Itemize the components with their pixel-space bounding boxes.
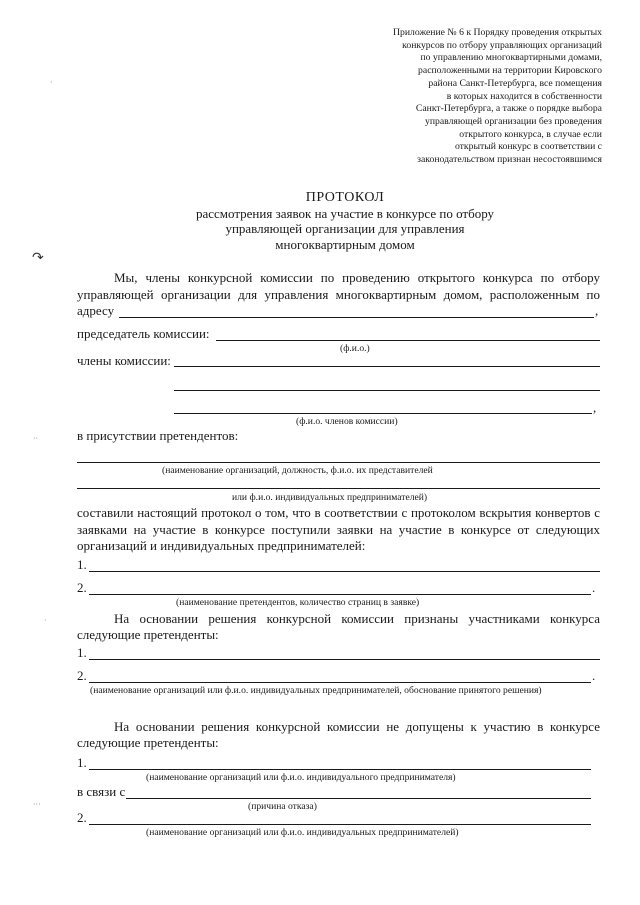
list-number: 1.: [77, 557, 87, 572]
compiled-line: составили настоящий протокол о том, что в соответствии с протоколом вскрытия конвертов с: [77, 505, 600, 520]
members-label: члены комиссии:: [77, 353, 171, 368]
page-title: ПРОТОКОЛ: [305, 190, 385, 205]
presence-label: в присутствии претендентов:: [77, 428, 239, 443]
appendix-note: [330, 27, 602, 167]
address-comma: ,: [595, 303, 599, 318]
document-title: [150, 190, 540, 252]
scan-mark-icon: ↷: [32, 250, 44, 266]
list-number: 1.: [77, 755, 87, 770]
address-field[interactable]: [119, 317, 594, 318]
compiled-line: организаций и индивидуальных предпринимателей:: [77, 538, 366, 553]
intro-line: Мы, члены конкурсной комиссии по проведению открытого конкурса по отбору: [114, 270, 600, 285]
members-field-1[interactable]: [174, 366, 600, 367]
reason-field[interactable]: [126, 798, 591, 799]
presence-hint: или ф.и.о. индивидуальных предпринимателей): [232, 492, 428, 503]
rejected-hint: (наименование организаций или ф.и.о. индивидуальных предпринимателей): [146, 827, 459, 838]
chairman-hint: (ф.и.о.): [340, 343, 370, 354]
appendix-line: открытый конкурс в соответствии с: [454, 141, 602, 153]
rejected-line: На основании решения конкурсной комиссии не допущены к участию в конкурсе: [114, 719, 600, 734]
admitted-field-1[interactable]: [89, 659, 600, 660]
admitted-line: На основании решения конкурсной комиссии признаны участниками конкурса: [114, 611, 600, 626]
admitted-field-2[interactable]: [89, 682, 591, 683]
address-label: адресу: [77, 303, 115, 318]
appendix-line: Приложение № 6 к Порядку проведения открытых: [392, 27, 602, 38]
members-comma: ,: [593, 400, 597, 415]
appendix-line: района Санкт-Петербурга, все помещения: [428, 77, 602, 89]
appendix-line: открытого конкурса, в случае если: [459, 128, 602, 140]
scan-dots-icon: ··: [33, 434, 39, 443]
scan-dots-icon: ·: [44, 616, 47, 625]
chairman-field[interactable]: [216, 340, 600, 341]
applicants-hint: (наименование претендентов, количество страниц в заявке): [176, 597, 420, 608]
compiled-line: заявками на участие в конкурсе поступили заявки на участие в конкурсе от следующих: [77, 522, 600, 537]
scan-dots-icon: ···: [33, 800, 41, 809]
rejected-hint: (наименование организаций или ф.и.о. индивидуального предпринимателя): [146, 772, 456, 783]
subtitle-line: управляющей организации для управления: [225, 221, 465, 236]
members-hint: (ф.и.о. членов комиссии): [296, 416, 398, 427]
rejected-field-2[interactable]: [89, 824, 591, 825]
appendix-line: Санкт-Петербурга, а также о порядке выбора: [415, 103, 602, 115]
reason-label: в связи с: [77, 784, 126, 799]
subtitle-line: многоквартирным домом: [275, 236, 415, 252]
chairman-label: председатель комиссии:: [77, 326, 210, 341]
intro-line: управляющей организации для управления многоквартирным домом, расположенным по: [77, 287, 600, 302]
rejected-field-1[interactable]: [89, 769, 591, 770]
list-number: 2.: [77, 580, 87, 595]
admitted-hint: (наименование организаций или ф.и.о. индивидуальных предпринимателей, обоснование принятого решения): [90, 685, 542, 696]
appendix-line: по управлению многоквартирными домами,: [420, 52, 602, 64]
appendix-line: в которых находится в собственности: [446, 90, 602, 102]
presence-hint: (наименование организаций, должность, ф.и.о. их представителей: [162, 465, 433, 476]
admitted-line: следующие претенденты:: [77, 627, 219, 642]
list-number: 2.: [77, 668, 87, 683]
applicant-field-2[interactable]: [89, 594, 591, 595]
appendix-line: конкурсов по отбору управляющих организаций: [402, 39, 602, 51]
members-field-3[interactable]: [174, 413, 592, 414]
list-dot: .: [592, 668, 596, 683]
reason-hint: (причина отказа): [248, 801, 317, 812]
rejected-line: следующие претенденты:: [77, 735, 219, 750]
subtitle-line: рассмотрения заявок на участие в конкурсе по отбору: [195, 205, 495, 221]
presence-field-2[interactable]: [77, 488, 600, 489]
presence-field-1[interactable]: [77, 462, 600, 463]
appendix-line: расположенными на территории Кировского: [418, 65, 602, 77]
list-dot: .: [592, 580, 596, 595]
list-number: 1.: [77, 645, 87, 660]
scan-dots-icon: ·: [50, 78, 53, 87]
appendix-line: законодательством признан несостоявшимся: [417, 154, 602, 166]
list-number: 2.: [77, 810, 87, 825]
members-field-2[interactable]: [174, 390, 600, 391]
applicant-field-1[interactable]: [89, 571, 600, 572]
appendix-line: управляющей организации без проведения: [424, 115, 602, 127]
